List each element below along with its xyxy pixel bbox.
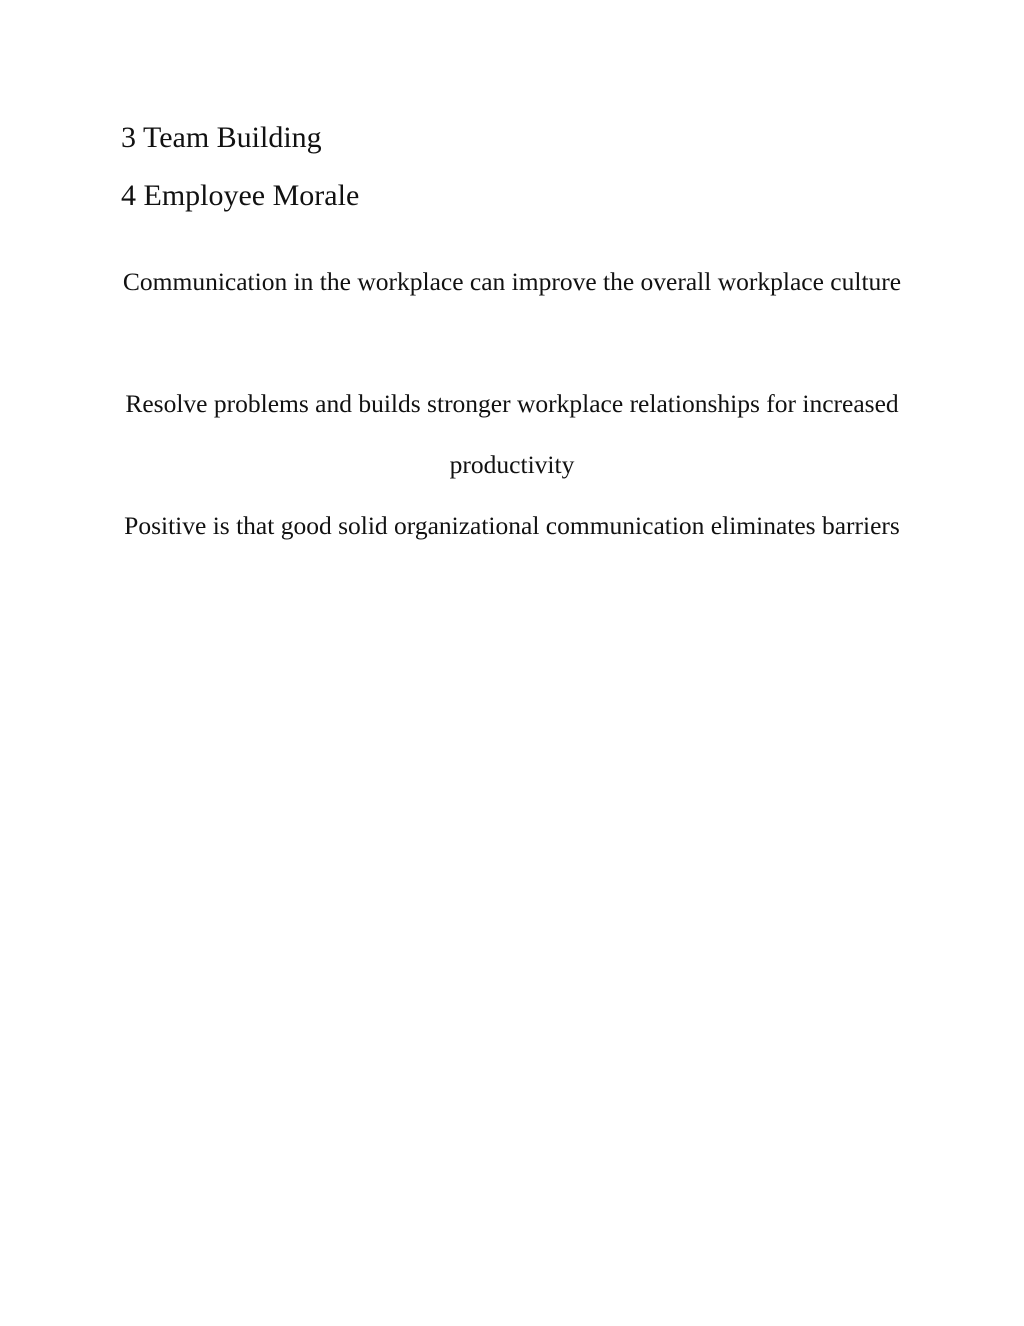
paragraph-eliminates-barriers: Positive is that good solid organizational communication eliminates barriers — [124, 511, 900, 540]
paragraph-resolve-problems: Resolve problems and builds stronger workplace relationships for increased productivity — [125, 389, 899, 479]
paragraph-workplace-culture: Communication in the workplace can improve the overall workplace culture — [122, 267, 902, 296]
heading-employee-morale: 4 Employee Morale — [121, 179, 360, 212]
heading-team-building: 3 Team Building — [121, 121, 322, 154]
